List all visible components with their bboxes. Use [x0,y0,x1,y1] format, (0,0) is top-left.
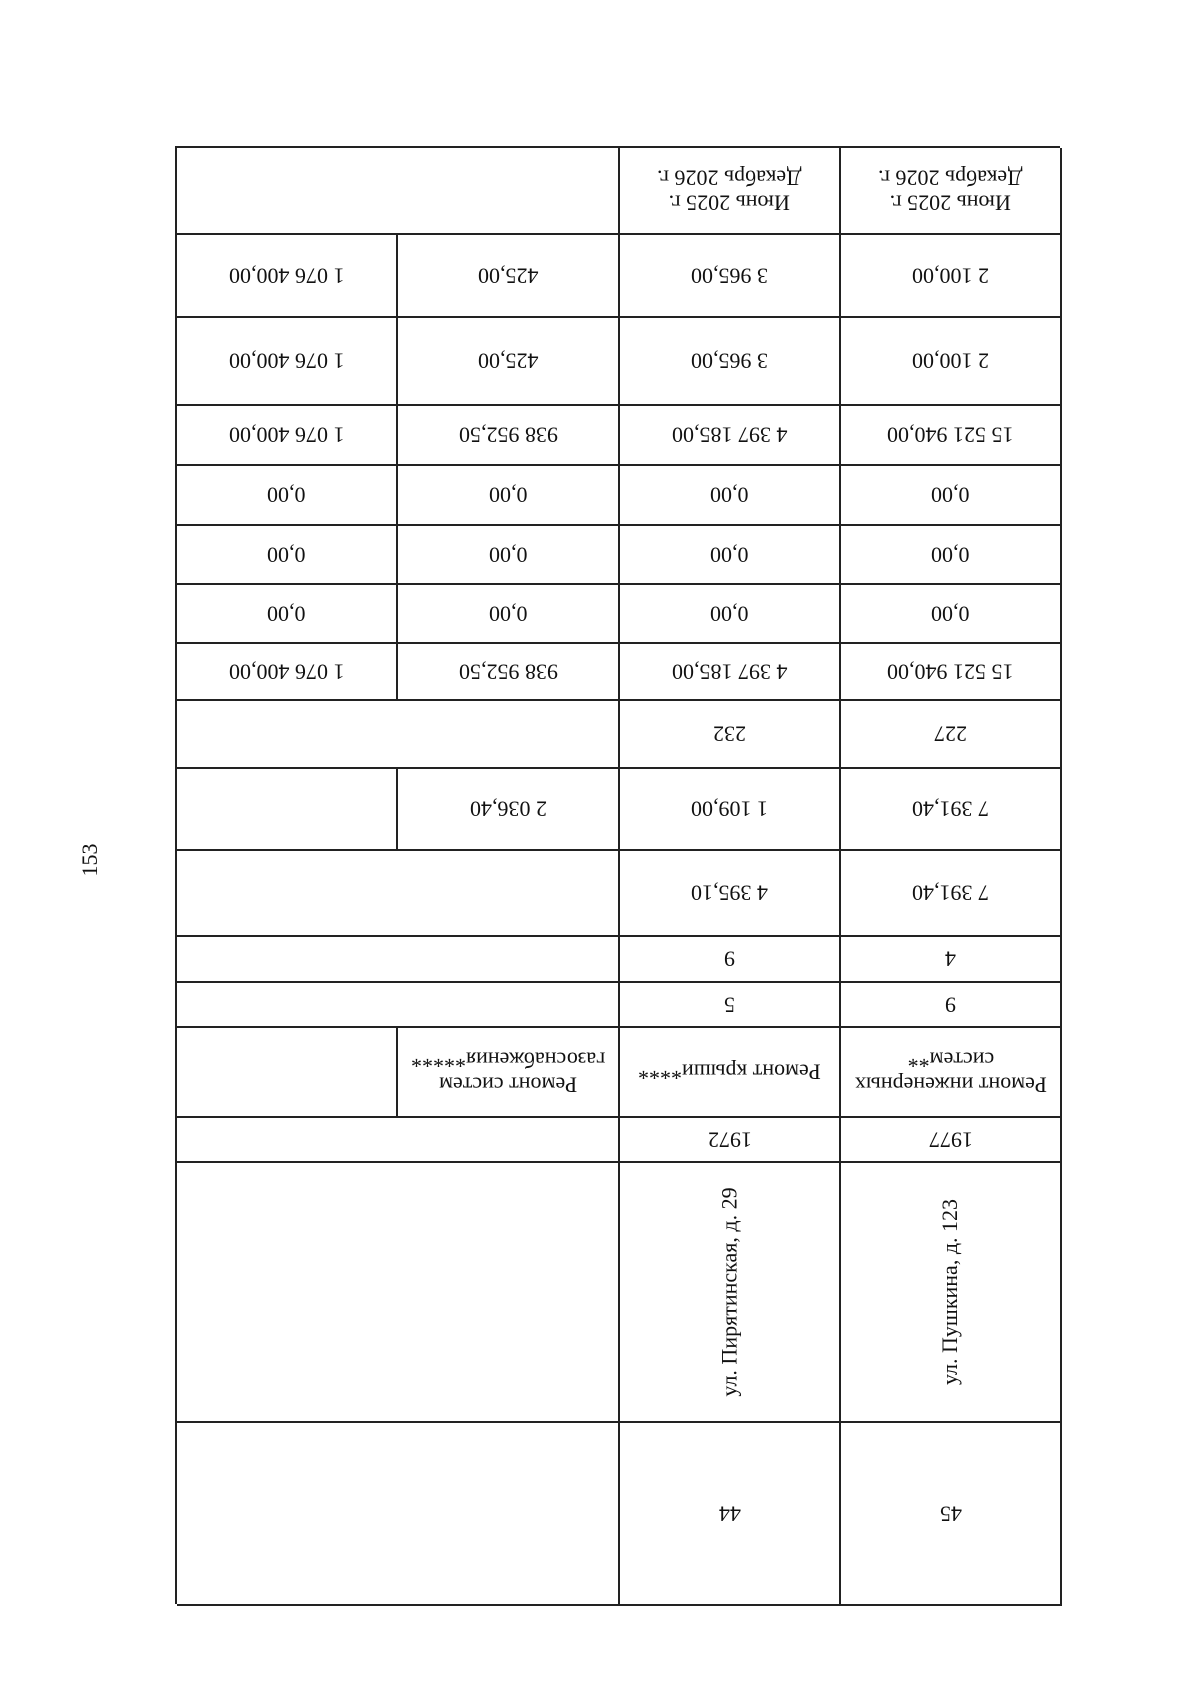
table-cell [620,148,841,235]
table-row-address [177,1163,1060,1423]
page-number: 153 [77,843,102,877]
cell-text: 9 [724,946,735,972]
table-cell [841,585,1062,644]
table-row-val-g [177,644,1060,701]
table-cell [620,983,841,1028]
cell-text: 2 036,40 [469,796,547,822]
table-row-val-l [177,983,1060,1028]
table-row-val-j [177,851,1060,937]
cell-text: 44 [718,1501,741,1527]
cell-text: Ремонт инженерных систем** [854,1047,1047,1098]
table-row-val-c [177,406,1060,466]
cell-text: 45 [939,1501,962,1527]
cell-text: 3 965,00 [691,263,768,289]
cell-text: 2 100,00 [912,263,989,289]
table-cell [177,851,620,937]
table-cell [620,1423,841,1606]
table-cell [841,1028,1062,1118]
cell-text: 5 [724,992,735,1018]
cell-text: 4 397 185,00 [671,659,788,685]
table-cell [620,644,841,701]
table-cell [177,406,398,466]
table-cell [841,466,1062,526]
table-cell [620,1118,841,1163]
cell-text: 0,00 [931,542,970,568]
table-cell [398,406,620,466]
table-cell [177,701,620,769]
table-cell [177,1163,620,1423]
table-cell [841,406,1062,466]
cell-text: 1 076 400,00 [228,348,345,374]
table-cell [398,1028,620,1118]
table-cell [177,466,398,526]
table-row-val-k [177,937,1060,983]
table-cell [177,585,398,644]
table-cell [398,466,620,526]
table-cell [841,644,1062,701]
table-cell [177,983,620,1028]
table-cell [177,937,620,983]
table-cell [177,526,398,585]
table-cell [620,769,841,851]
cell-text: 7 391,40 [912,796,989,822]
cell-text: 2 100,00 [912,348,989,374]
table-cell [398,318,620,406]
table-cell [841,983,1062,1028]
cell-text: Июнь 2025 г. Декабрь 2026 г. [878,165,1023,216]
table-cell [620,526,841,585]
table-cell [620,585,841,644]
cell-text: 9 [945,992,956,1018]
cell-text: 1977 [928,1127,973,1153]
table-cell [398,585,620,644]
table-row-val-i [177,769,1060,851]
cell-text: 1 076 400,00 [228,422,345,448]
table-cell [177,148,620,235]
cell-text: 7 391,40 [912,880,989,906]
table-cell [398,644,620,701]
table-cell [177,1423,620,1606]
table-row-val-f [177,585,1060,644]
table-cell [177,235,398,318]
cell-text: Ремонт крыши**** [638,1059,821,1085]
table-cell [841,937,1062,983]
table-cell [620,235,841,318]
table-cell [620,318,841,406]
table-cell [841,1163,1062,1423]
table-row-val-e [177,526,1060,585]
table-cell [841,148,1062,235]
table-cell [177,1028,398,1118]
table-cell [620,1163,841,1423]
table-cell [398,769,620,851]
table-cell [841,851,1062,937]
table-cell [620,701,841,769]
cell-text: 15 521 940,00 [887,659,1014,685]
cell-text: 0,00 [710,542,749,568]
table-cell [620,466,841,526]
table-cell [620,406,841,466]
cell-text: ул. Пирятинская, д. 29 [716,1187,742,1397]
table-cell [620,937,841,983]
document-table [175,146,1060,1604]
table-cell [841,1118,1062,1163]
cell-text: 0,00 [488,601,528,627]
table-row-val-h [177,701,1060,769]
table-cell [841,235,1062,318]
cell-text: 227 [934,721,967,747]
cell-text: Ремонт систем газоснабжения***** [410,1047,606,1098]
cell-text: 15 521 940,00 [887,422,1014,448]
table-cell [620,1028,841,1118]
table-cell [841,701,1062,769]
cell-text: 1972 [707,1127,752,1153]
cell-text: 3 965,00 [691,348,768,374]
table-cell [841,1423,1062,1606]
table-row-work [177,1028,1060,1118]
cell-text: ул. Пушкина, д. 123 [937,1198,963,1386]
cell-text: 425,00 [477,263,539,289]
table-row-val-b [177,318,1060,406]
table-row-date [177,148,1060,235]
cell-text: 1 109,00 [691,796,768,822]
cell-text: 0,00 [710,601,749,627]
table-row-val-d [177,466,1060,526]
cell-text: 0,00 [710,482,749,508]
cell-text: 1 076 400,00 [228,263,345,289]
cell-text: 232 [713,721,746,747]
cell-text: 0,00 [931,601,970,627]
table-cell [177,769,398,851]
table-row-year [177,1118,1060,1163]
table-row-val-a [177,235,1060,318]
cell-text: 0,00 [488,482,528,508]
table-cell [841,769,1062,851]
cell-text: 425,00 [477,348,539,374]
table-cell [177,318,398,406]
cell-text: 0,00 [488,542,528,568]
table-cell [177,644,398,701]
table-cell [841,526,1062,585]
cell-text: Июнь 2025 г. Декабрь 2026 г. [657,165,802,216]
cell-text: 0,00 [267,542,306,568]
cell-text: 0,00 [267,482,306,508]
cell-text: 0,00 [931,482,970,508]
table-cell [841,318,1062,406]
cell-text: 1 076 400,00 [228,659,345,685]
cell-text: 4 397 185,00 [671,422,788,448]
table-cell [177,1118,620,1163]
table-row-num [177,1423,1060,1606]
cell-text: 0,00 [267,601,306,627]
cell-text: 4 395,10 [691,880,768,906]
cell-text: 4 [945,946,956,972]
table-cell [398,526,620,585]
cell-text: 938 952,50 [458,422,558,448]
cell-text: 938 952,50 [458,659,558,685]
table-cell [398,235,620,318]
table-cell [620,851,841,937]
